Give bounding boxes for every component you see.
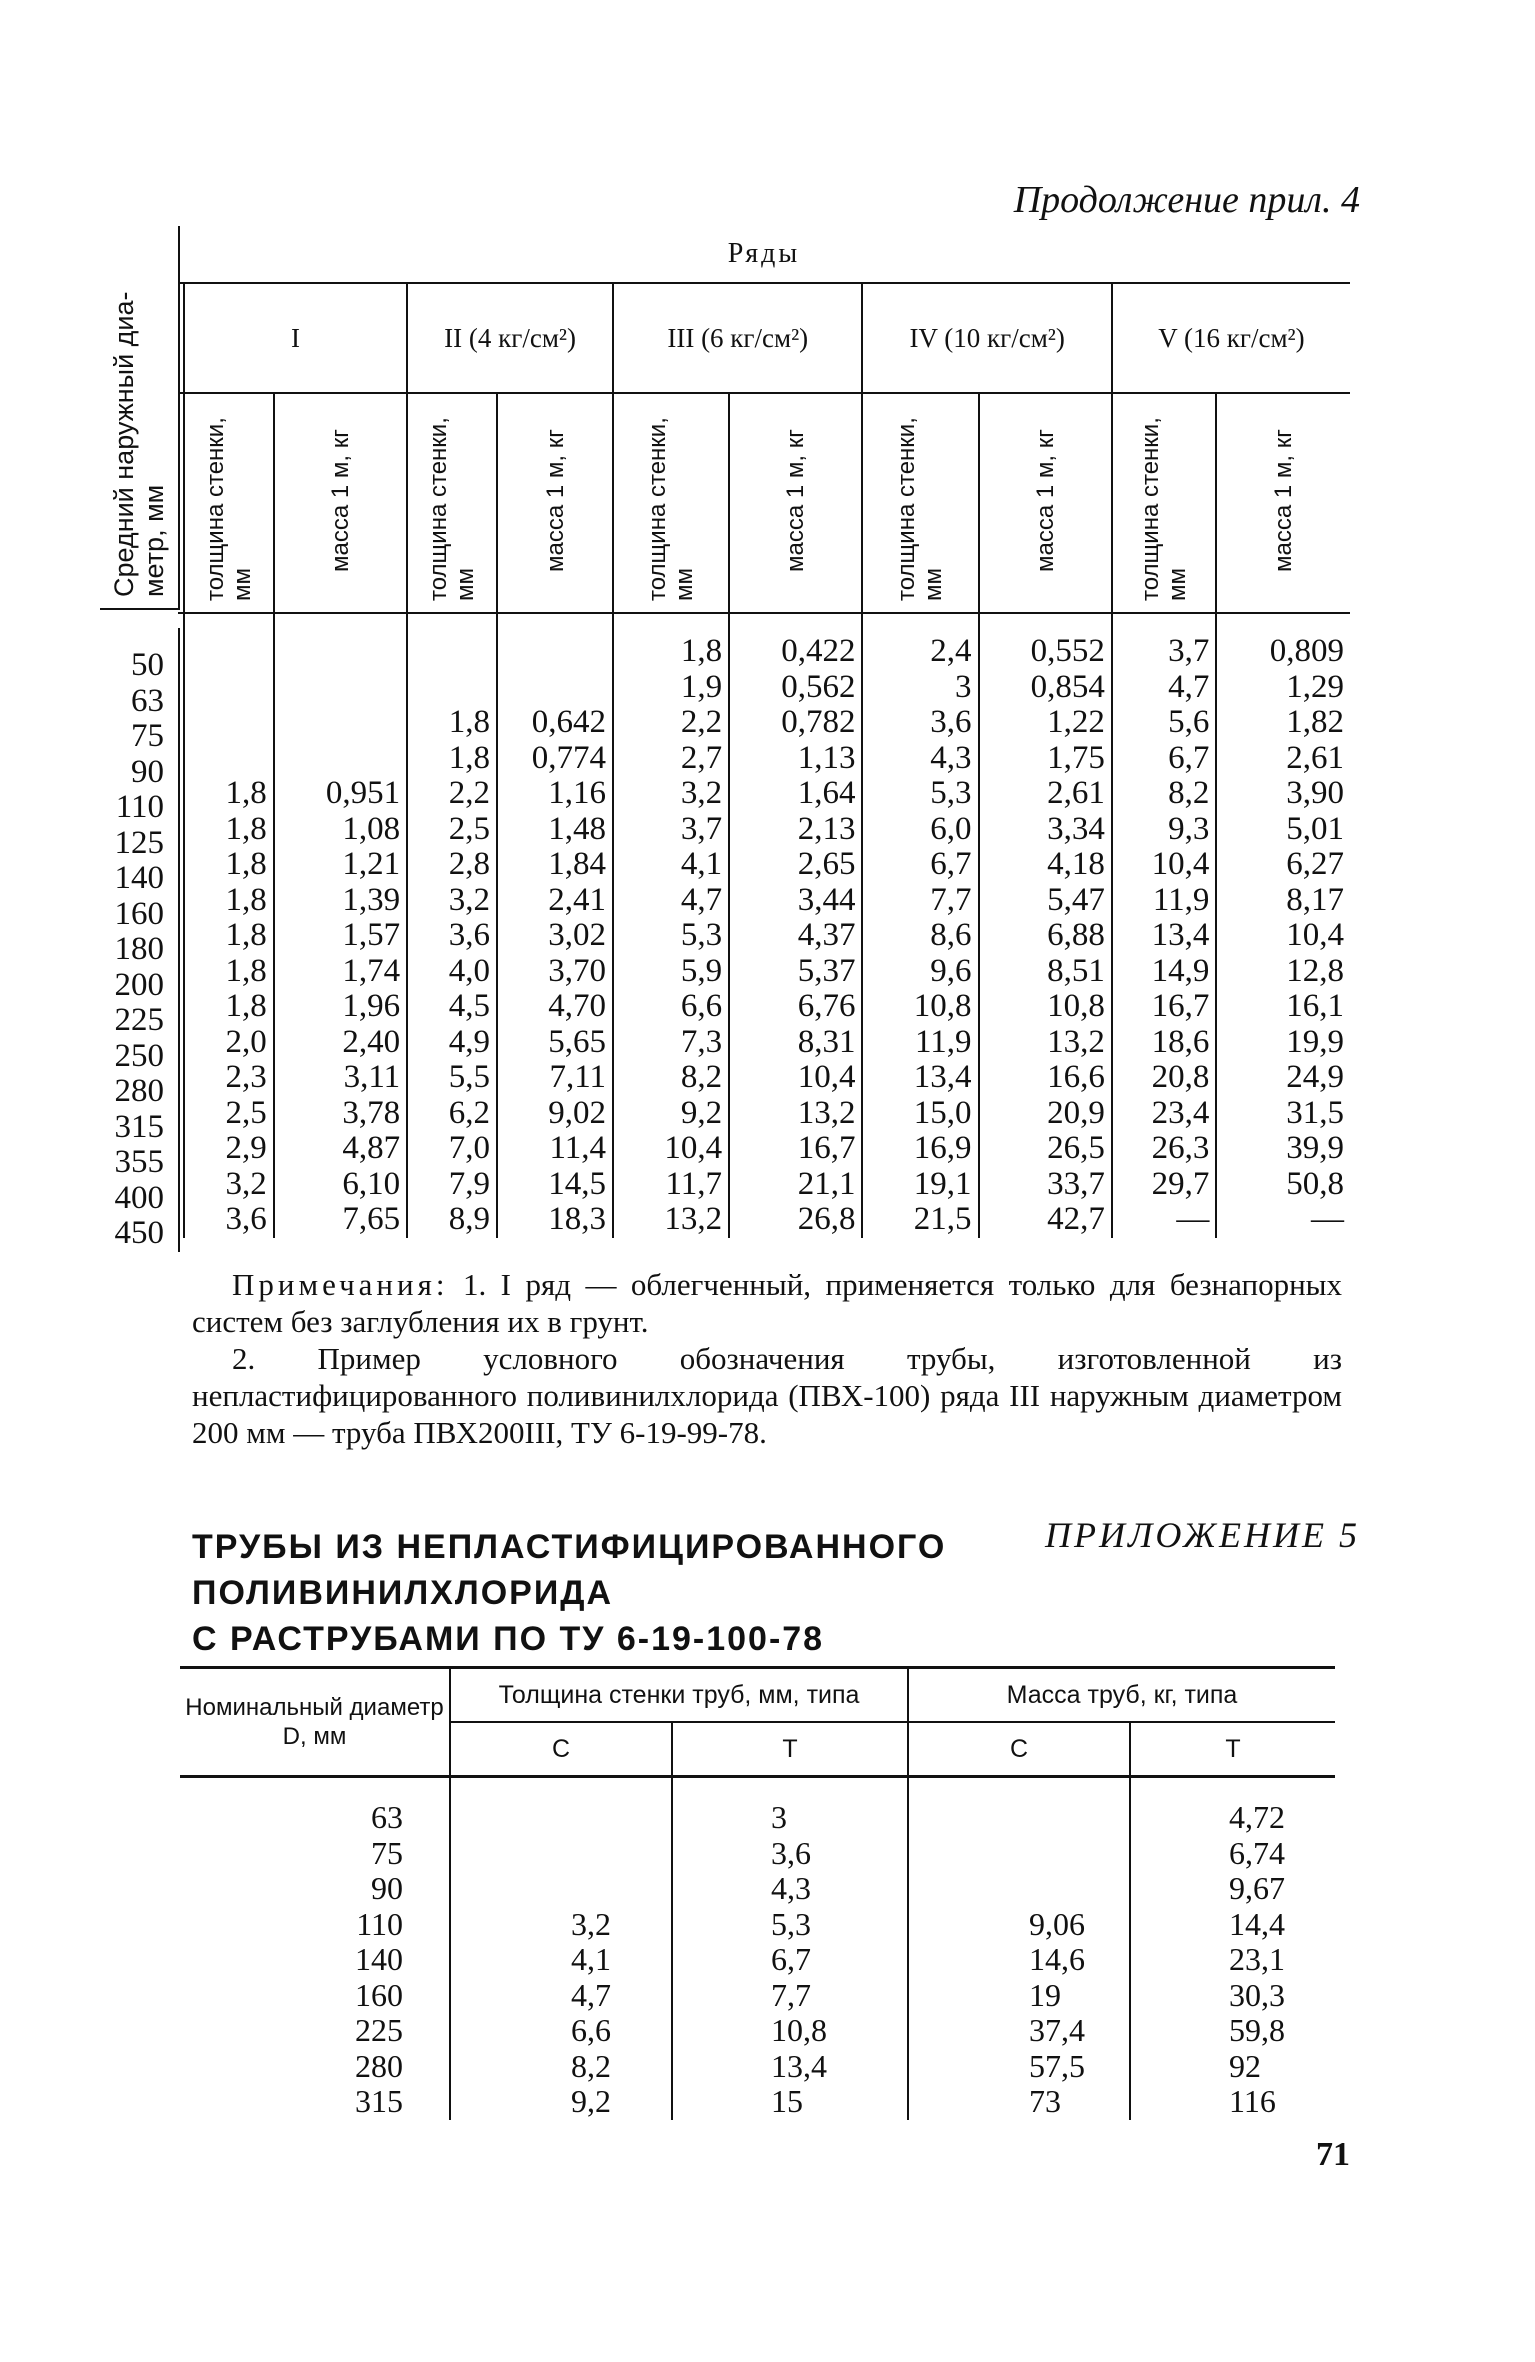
notes xyxy=(192,1266,1342,1451)
mass-cell: 4,18 xyxy=(979,847,1112,883)
diameter-cell: 200 xyxy=(114,966,164,1003)
mass-cell: 39,9 xyxy=(1216,1131,1350,1167)
mass-cell: 7,65 xyxy=(274,1202,407,1238)
table-row xyxy=(180,2084,1335,2120)
mass-cell: 6,76 xyxy=(729,989,862,1025)
table-row xyxy=(178,847,1350,883)
thickness-cell: 19,1 xyxy=(862,1167,978,1203)
thickness-cell: 18,6 xyxy=(1112,1025,1216,1061)
thickness-cell xyxy=(184,741,274,777)
thickness-cell: 2,2 xyxy=(613,705,729,741)
col-header-mass: масса 1 м, кг xyxy=(541,429,569,572)
diameter-cell: 75 xyxy=(131,718,164,754)
thickness-cell: 20,8 xyxy=(1112,1060,1216,1096)
mass-cell: 3,34 xyxy=(979,812,1112,848)
thickness-cell: 3,2 xyxy=(184,1167,274,1203)
col-header-mass: Масса труб, кг, типа xyxy=(908,1668,1335,1723)
mass-cell xyxy=(274,705,407,741)
table-row xyxy=(178,918,1350,954)
thickness-cell: 1,8 xyxy=(184,776,274,812)
diameter-cell: 125 xyxy=(114,824,164,861)
thickness-cell: 1,8 xyxy=(184,883,274,919)
pipe-rows-body xyxy=(178,613,1350,1238)
table-row xyxy=(178,1202,1350,1238)
nominal-diameter-cell: 75 xyxy=(371,1834,403,1871)
thickness-cell: 2,0 xyxy=(184,1025,274,1061)
mass-cell: 20,9 xyxy=(979,1096,1112,1132)
thickness-c-cell: 8,2 xyxy=(450,2049,672,2085)
table-row xyxy=(180,2013,1335,2049)
table-row xyxy=(180,1836,1335,1872)
diameter-cell: 315 xyxy=(114,1108,164,1145)
thickness-cell xyxy=(407,613,497,670)
thickness-c-cell xyxy=(450,1871,672,1907)
thickness-cell: 6,0 xyxy=(862,812,978,848)
thickness-cell: 7,9 xyxy=(407,1167,497,1203)
mass-cell: 1,75 xyxy=(979,741,1112,777)
mass-c-cell: 14,6 xyxy=(908,1942,1130,1978)
mass-cell: 1,16 xyxy=(497,776,613,812)
thickness-cell xyxy=(184,613,274,670)
thickness-cell: — xyxy=(1112,1202,1216,1238)
nominal-diameter-cell: 90 xyxy=(371,1870,403,1906)
table-row xyxy=(180,1978,1335,2014)
sub-header-c: С xyxy=(908,1722,1130,1777)
thickness-c-cell: 4,1 xyxy=(450,1942,672,1978)
diameter-cell: 50 xyxy=(131,647,164,683)
mass-cell: 16,6 xyxy=(979,1060,1112,1096)
mass-cell: 10,8 xyxy=(979,989,1112,1025)
thickness-cell: 16,9 xyxy=(862,1131,978,1167)
thickness-cell: 2,5 xyxy=(184,1096,274,1132)
thickness-cell: 3,7 xyxy=(1112,613,1216,670)
mass-cell: 13,2 xyxy=(979,1025,1112,1061)
mass-cell: 11,4 xyxy=(497,1131,613,1167)
thickness-cell: 6,2 xyxy=(407,1096,497,1132)
mass-cell xyxy=(274,741,407,777)
thickness-cell: 10,8 xyxy=(862,989,978,1025)
mass-cell: 3,02 xyxy=(497,918,613,954)
table-row xyxy=(178,812,1350,848)
thickness-cell xyxy=(184,705,274,741)
section-title-line: ТРУБЫ ИЗ НЕПЛАСТИФИЦИРОВАННОГО xyxy=(192,1528,947,1566)
thickness-cell: 11,9 xyxy=(862,1025,978,1061)
mass-cell: 26,5 xyxy=(979,1131,1112,1167)
table-row xyxy=(178,989,1350,1025)
mass-cell: 5,01 xyxy=(1216,812,1350,848)
thickness-cell: 6,7 xyxy=(1112,741,1216,777)
table-row xyxy=(178,670,1350,706)
table-row xyxy=(178,883,1350,919)
thickness-cell: 26,3 xyxy=(1112,1131,1216,1167)
mass-cell: 5,65 xyxy=(497,1025,613,1061)
mass-cell: 8,17 xyxy=(1216,883,1350,919)
col-header-mass: масса 1 м, кг xyxy=(782,429,810,572)
nominal-diameter-cell: 140 xyxy=(355,1941,403,1977)
col-header-thickness: толщина стенки, мм xyxy=(893,416,948,601)
mass-cell: 42,7 xyxy=(979,1202,1112,1238)
sub-header-t: Т xyxy=(672,1722,908,1777)
col-header-mass: масса 1 м, кг xyxy=(326,429,354,572)
mass-cell: 1,08 xyxy=(274,812,407,848)
mass-t-cell: 116 xyxy=(1130,2084,1335,2120)
mass-c-cell: 19 xyxy=(908,1978,1130,2014)
thickness-cell: 2,2 xyxy=(407,776,497,812)
diameter-cell: 280 xyxy=(114,1073,164,1109)
thickness-cell: 29,7 xyxy=(1112,1167,1216,1203)
thickness-cell: 11,9 xyxy=(1112,883,1216,919)
col-header-mass: масса 1 м, кг xyxy=(1270,429,1298,572)
mass-cell: 0,552 xyxy=(979,613,1112,670)
mass-t-cell: 6,74 xyxy=(1130,1836,1335,1872)
col-header-thickness: толщина стенки, мм xyxy=(425,416,480,601)
mass-cell: 6,10 xyxy=(274,1167,407,1203)
table-row xyxy=(180,1942,1335,1978)
thickness-cell: 13,4 xyxy=(862,1060,978,1096)
table-row xyxy=(178,741,1350,777)
thickness-t-cell: 4,3 xyxy=(672,1871,908,1907)
thickness-t-cell: 5,3 xyxy=(672,1907,908,1943)
mass-c-cell xyxy=(908,1777,1130,1836)
thickness-t-cell: 7,7 xyxy=(672,1978,908,2014)
thickness-c-cell xyxy=(450,1777,672,1836)
mass-t-cell: 92 xyxy=(1130,2049,1335,2085)
thickness-cell: 1,9 xyxy=(613,670,729,706)
thickness-cell: 1,8 xyxy=(184,954,274,990)
thickness-cell: 23,4 xyxy=(1112,1096,1216,1132)
rows-title: Ряды xyxy=(178,226,1350,283)
thickness-t-cell: 15 xyxy=(672,2084,908,2120)
mass-cell: 24,9 xyxy=(1216,1060,1350,1096)
mass-cell xyxy=(497,670,613,706)
mass-cell xyxy=(274,613,407,670)
mass-cell: 1,13 xyxy=(729,741,862,777)
mass-t-cell: 59,8 xyxy=(1130,2013,1335,2049)
thickness-cell: 3,2 xyxy=(407,883,497,919)
section-title-line: ПОЛИВИНИЛХЛОРИДА xyxy=(192,1574,614,1612)
mass-cell: 16,1 xyxy=(1216,989,1350,1025)
mass-cell: 6,88 xyxy=(979,918,1112,954)
thickness-cell: 7,3 xyxy=(613,1025,729,1061)
col-header-thickness: толщина стенки, мм xyxy=(1137,416,1192,601)
mass-cell: 2,13 xyxy=(729,812,862,848)
mass-cell: 8,51 xyxy=(979,954,1112,990)
table-row xyxy=(178,1025,1350,1061)
thickness-t-cell: 3,6 xyxy=(672,1836,908,1872)
col-header-thickness: Толщина стенки труб, мм, типа xyxy=(450,1668,908,1723)
mass-cell: 1,64 xyxy=(729,776,862,812)
mass-cell: 6,27 xyxy=(1216,847,1350,883)
thickness-cell: 8,2 xyxy=(1112,776,1216,812)
thickness-cell: 5,3 xyxy=(613,918,729,954)
thickness-cell: 1,8 xyxy=(613,613,729,670)
group-header: III (6 кг/см²) xyxy=(613,283,862,393)
mass-cell: 4,37 xyxy=(729,918,862,954)
mass-cell: 3,44 xyxy=(729,883,862,919)
mass-cell: 50,8 xyxy=(1216,1167,1350,1203)
thickness-cell: 16,7 xyxy=(1112,989,1216,1025)
mass-t-cell: 23,1 xyxy=(1130,1942,1335,1978)
socket-pipes-table xyxy=(180,1666,1335,2120)
thickness-cell: 2,4 xyxy=(862,613,978,670)
thickness-cell: 2,9 xyxy=(184,1131,274,1167)
mass-cell: 0,422 xyxy=(729,613,862,670)
table-row xyxy=(178,776,1350,812)
socket-pipes-body xyxy=(180,1777,1335,2120)
mass-cell: — xyxy=(1216,1202,1350,1238)
diameter-cell: 140 xyxy=(114,860,164,896)
thickness-cell: 9,3 xyxy=(1112,812,1216,848)
thickness-cell: 2,8 xyxy=(407,847,497,883)
mass-cell: 14,5 xyxy=(497,1167,613,1203)
section-title xyxy=(192,1524,1072,1662)
mass-cell: 1,21 xyxy=(274,847,407,883)
diameter-cell: 450 xyxy=(114,1215,164,1251)
section-title-line: С РАСТРУБАМИ ПО ТУ 6-19-100-78 xyxy=(192,1620,825,1658)
mass-cell: 26,8 xyxy=(729,1202,862,1238)
mass-cell: 7,11 xyxy=(497,1060,613,1096)
table-row xyxy=(180,1871,1335,1907)
mass-cell xyxy=(274,670,407,706)
mass-cell: 5,47 xyxy=(979,883,1112,919)
thickness-cell: 2,3 xyxy=(184,1060,274,1096)
mass-cell: 10,4 xyxy=(729,1060,862,1096)
mass-cell: 1,57 xyxy=(274,918,407,954)
mass-c-cell: 57,5 xyxy=(908,2049,1130,2085)
thickness-cell: 8,6 xyxy=(862,918,978,954)
mass-cell: 3,78 xyxy=(274,1096,407,1132)
table-row xyxy=(178,954,1350,990)
diameter-cell: 225 xyxy=(114,1002,164,1038)
thickness-cell: 14,9 xyxy=(1112,954,1216,990)
mass-cell: 0,854 xyxy=(979,670,1112,706)
thickness-cell: 5,9 xyxy=(613,954,729,990)
mass-c-cell: 9,06 xyxy=(908,1907,1130,1943)
mass-cell: 31,5 xyxy=(1216,1096,1350,1132)
group-header: IV (10 кг/см²) xyxy=(862,283,1111,393)
thickness-cell: 2,7 xyxy=(613,741,729,777)
thickness-c-cell: 6,6 xyxy=(450,2013,672,2049)
mass-cell: 1,82 xyxy=(1216,705,1350,741)
thickness-cell: 6,6 xyxy=(613,989,729,1025)
thickness-cell: 10,4 xyxy=(613,1131,729,1167)
mass-cell: 0,774 xyxy=(497,741,613,777)
diameter-cell: 90 xyxy=(131,753,164,790)
mass-cell: 3,90 xyxy=(1216,776,1350,812)
thickness-cell xyxy=(407,670,497,706)
mass-cell: 13,2 xyxy=(729,1096,862,1132)
mass-cell: 0,642 xyxy=(497,705,613,741)
col-header-thickness: толщина стенки, мм xyxy=(201,416,256,601)
mass-cell: 8,31 xyxy=(729,1025,862,1061)
thickness-cell: 8,2 xyxy=(613,1060,729,1096)
mass-c-cell xyxy=(908,1836,1130,1872)
nominal-diameter-cell: 280 xyxy=(355,2047,403,2084)
diameter-values xyxy=(100,628,180,1252)
mass-cell: 18,3 xyxy=(497,1202,613,1238)
thickness-cell: 3,7 xyxy=(613,812,729,848)
nominal-diameter-cell: 110 xyxy=(356,1905,403,1942)
pipe-rows-table xyxy=(178,226,1350,1238)
mass-cell: 1,39 xyxy=(274,883,407,919)
mass-cell: 0,562 xyxy=(729,670,862,706)
thickness-cell: 7,0 xyxy=(407,1131,497,1167)
thickness-cell: 21,5 xyxy=(862,1202,978,1238)
mass-cell: 1,74 xyxy=(274,954,407,990)
thickness-cell: 4,7 xyxy=(613,883,729,919)
thickness-cell: 13,2 xyxy=(613,1202,729,1238)
thickness-cell: 7,7 xyxy=(862,883,978,919)
mass-c-cell xyxy=(908,1871,1130,1907)
mass-cell: 5,37 xyxy=(729,954,862,990)
mass-t-cell: 30,3 xyxy=(1130,1978,1335,2014)
thickness-cell: 5,5 xyxy=(407,1060,497,1096)
diameter-cell: 63 xyxy=(131,682,164,719)
thickness-cell: 4,7 xyxy=(1112,670,1216,706)
nominal-diameter-cell: 160 xyxy=(355,1976,403,2013)
table-row xyxy=(178,1167,1350,1203)
mass-cell: 2,40 xyxy=(274,1025,407,1061)
note-1: 1. I ряд — облегченный, применяется только для безнапорных систем без заглубления их в грунт. xyxy=(192,1267,1343,1339)
sub-header-t: Т xyxy=(1130,1722,1335,1777)
mass-cell: 19,9 xyxy=(1216,1025,1350,1061)
thickness-cell: 4,0 xyxy=(407,954,497,990)
mass-cell: 2,61 xyxy=(979,776,1112,812)
thickness-cell: 2,5 xyxy=(407,812,497,848)
mass-t-cell: 4,72 xyxy=(1130,1777,1335,1836)
thickness-cell: 3 xyxy=(862,670,978,706)
col-header-thickness: толщина стенки, мм xyxy=(644,416,699,601)
thickness-cell: 3,6 xyxy=(862,705,978,741)
thickness-cell: 1,8 xyxy=(184,847,274,883)
thickness-cell: 6,7 xyxy=(862,847,978,883)
mass-c-cell: 73 xyxy=(908,2084,1130,2120)
diameter-cell: 250 xyxy=(114,1037,164,1074)
table-row xyxy=(178,705,1350,741)
group-header: I xyxy=(184,283,407,393)
table-row xyxy=(178,613,1350,670)
thickness-cell: 11,7 xyxy=(613,1167,729,1203)
mass-cell: 0,951 xyxy=(274,776,407,812)
thickness-cell: 13,4 xyxy=(1112,918,1216,954)
thickness-cell: 3,6 xyxy=(184,1202,274,1238)
mass-cell: 33,7 xyxy=(979,1167,1112,1203)
thickness-cell: 15,0 xyxy=(862,1096,978,1132)
group-header: II (4 кг/см²) xyxy=(407,283,613,393)
thickness-cell: 4,3 xyxy=(862,741,978,777)
mass-cell: 3,70 xyxy=(497,954,613,990)
nominal-diameter-cell: 63 xyxy=(371,1799,403,1835)
note-2: 2. Пример условного обозначения трубы, изготовленной из непластифицированного поливинилхлорида (ПВХ-100) ряда III наружным диаметром 200 мм — труба ПВХ200III, ТУ 6-19-99-78. xyxy=(192,1341,1342,1450)
thickness-t-cell: 10,8 xyxy=(672,2013,908,2049)
col-header-diameter: Средний наружный диа- метр, мм xyxy=(109,291,169,597)
nominal-diameter-cell: 225 xyxy=(355,2012,403,2048)
mass-cell: 1,96 xyxy=(274,989,407,1025)
thickness-cell: 4,9 xyxy=(407,1025,497,1061)
appendix-title: ПРИЛОЖЕНИЕ 5 xyxy=(1045,1515,1360,1555)
diameter-column xyxy=(100,226,180,610)
thickness-cell: 1,8 xyxy=(184,812,274,848)
diameter-cell: 355 xyxy=(114,1144,164,1180)
table-row xyxy=(180,2049,1335,2085)
sub-header-c: С xyxy=(450,1722,672,1777)
diameter-cell: 160 xyxy=(114,895,164,932)
mass-cell: 1,84 xyxy=(497,847,613,883)
table-row xyxy=(178,1060,1350,1096)
thickness-c-cell: 9,2 xyxy=(450,2084,672,2120)
table-row xyxy=(180,1907,1335,1943)
thickness-cell: 8,9 xyxy=(407,1202,497,1238)
thickness-cell: 5,6 xyxy=(1112,705,1216,741)
mass-cell: 1,22 xyxy=(979,705,1112,741)
thickness-t-cell: 3 xyxy=(672,1777,908,1836)
continuation-header: Продолжение прил. 4 xyxy=(1013,179,1360,221)
mass-cell: 2,65 xyxy=(729,847,862,883)
mass-t-cell: 9,67 xyxy=(1130,1871,1335,1907)
table-row xyxy=(178,1096,1350,1132)
notes-label: Примечания: xyxy=(232,1267,449,1302)
nominal-diameter-cell: 315 xyxy=(355,2083,403,2119)
diameter-cell: 180 xyxy=(114,931,164,967)
thickness-t-cell: 13,4 xyxy=(672,2049,908,2085)
col-header-mass: масса 1 м, кг xyxy=(1031,429,1059,572)
thickness-cell: 1,8 xyxy=(184,918,274,954)
thickness-cell: 1,8 xyxy=(407,705,497,741)
page-number: 71 xyxy=(1316,2136,1350,2173)
thickness-cell: 4,5 xyxy=(407,989,497,1025)
thickness-cell: 1,8 xyxy=(184,989,274,1025)
mass-c-cell: 37,4 xyxy=(908,2013,1130,2049)
mass-cell: 2,41 xyxy=(497,883,613,919)
col-header-nominal: Номинальный диаметр D, мм xyxy=(185,1694,444,1750)
thickness-cell: 10,4 xyxy=(1112,847,1216,883)
mass-t-cell: 14,4 xyxy=(1130,1907,1335,1943)
mass-cell: 9,02 xyxy=(497,1096,613,1132)
mass-cell: 12,8 xyxy=(1216,954,1350,990)
diameter-cell: 400 xyxy=(114,1179,164,1216)
mass-cell: 1,48 xyxy=(497,812,613,848)
thickness-cell: 1,8 xyxy=(407,741,497,777)
thickness-c-cell xyxy=(450,1836,672,1872)
thickness-cell: 9,6 xyxy=(862,954,978,990)
mass-cell: 4,70 xyxy=(497,989,613,1025)
thickness-cell: 5,3 xyxy=(862,776,978,812)
mass-cell: 4,87 xyxy=(274,1131,407,1167)
thickness-cell: 4,1 xyxy=(613,847,729,883)
thickness-cell: 3,6 xyxy=(407,918,497,954)
group-header: V (16 кг/см²) xyxy=(1112,283,1350,393)
mass-cell: 2,61 xyxy=(1216,741,1350,777)
thickness-cell: 3,2 xyxy=(613,776,729,812)
mass-cell: 0,809 xyxy=(1216,613,1350,670)
mass-cell: 0,782 xyxy=(729,705,862,741)
thickness-cell xyxy=(184,670,274,706)
table-row xyxy=(178,1131,1350,1167)
mass-cell xyxy=(497,613,613,670)
thickness-t-cell: 6,7 xyxy=(672,1942,908,1978)
mass-cell: 3,11 xyxy=(274,1060,407,1096)
mass-cell: 1,29 xyxy=(1216,670,1350,706)
mass-cell: 21,1 xyxy=(729,1167,862,1203)
thickness-cell: 9,2 xyxy=(613,1096,729,1132)
mass-cell: 16,7 xyxy=(729,1131,862,1167)
thickness-c-cell: 4,7 xyxy=(450,1978,672,2014)
mass-cell: 10,4 xyxy=(1216,918,1350,954)
thickness-c-cell: 3,2 xyxy=(450,1907,672,1943)
diameter-cell: 110 xyxy=(115,789,164,825)
table-row xyxy=(180,1777,1335,1836)
